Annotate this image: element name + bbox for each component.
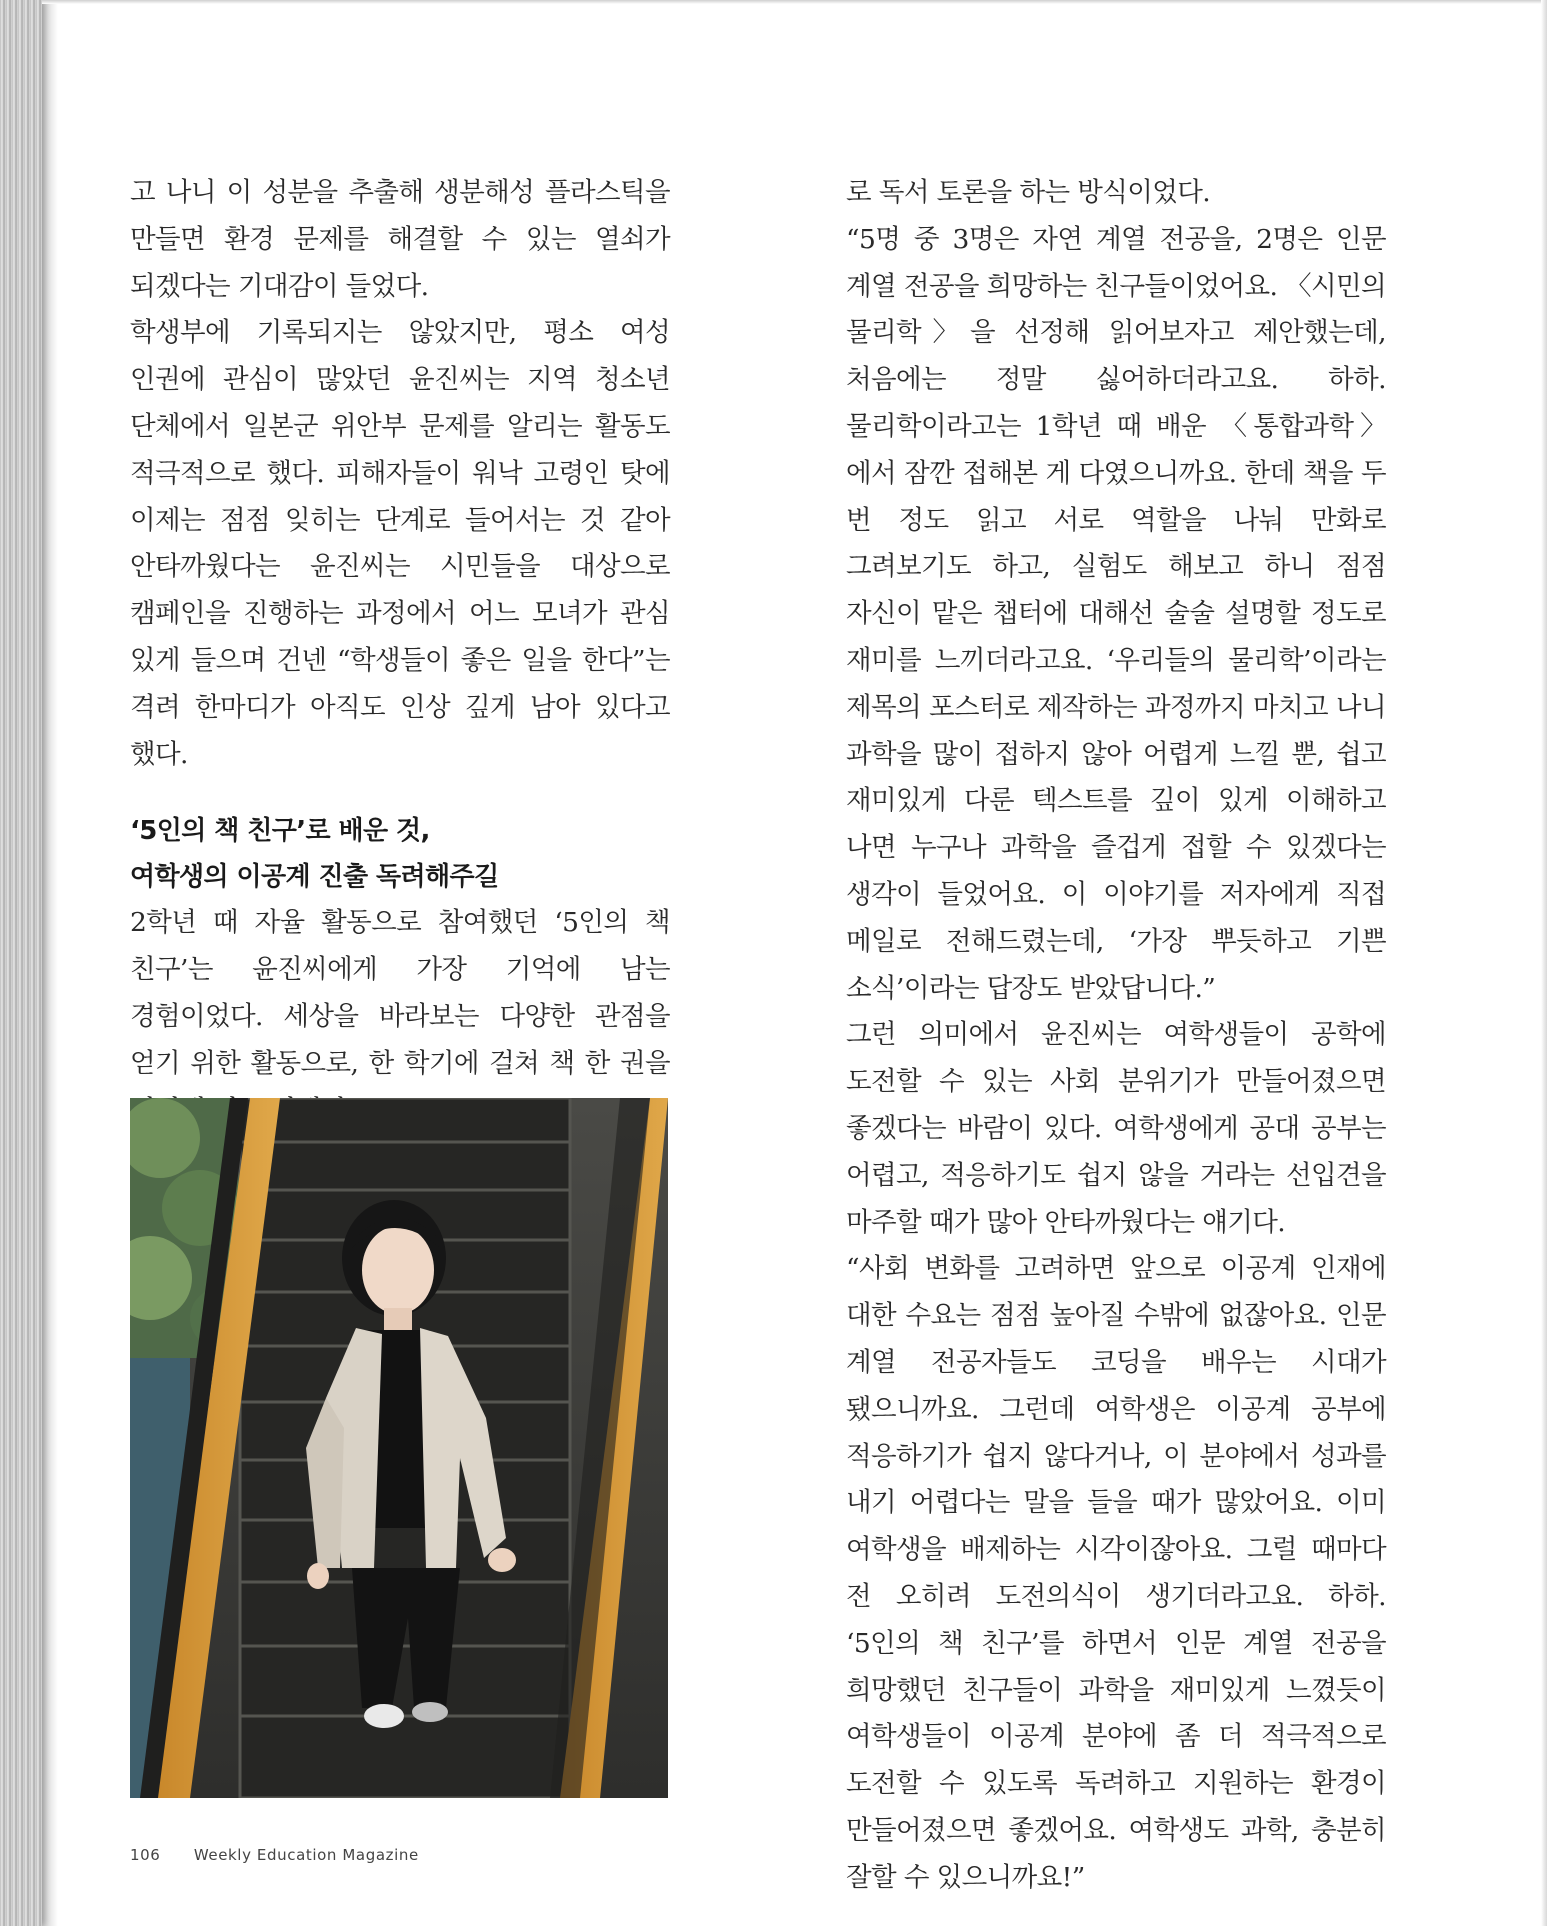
page-footer	[130, 1846, 419, 1864]
magazine-name: Weekly Education Magazine	[193, 1846, 419, 1864]
right-paragraph-4: “사회 변화를 고려하면 앞으로 이공계 인재에 대한 수요는 점점 높아질 수밖에 없잖아요. 인문 계열 전공자들도 코딩을 배우는 시대가 됐으니까요. 그런데 여학생은 이공계 공부에 적응하기가 쉽지 않다거나, 이 분야에서 성과를 내기 어렵다는 말을 들을 때가 많았어요. 이미 여학생을 배제하는 시각이잖아요. 그럴 때마다 전 오히려 도전의식이 생기더라고요. 하하. ‘5인의 책 친구’를 하면서 인문 계열 전공을 희망했던 친구들이 과학을 재미있게 느꼈듯이 여학생들이 이공계 분야에 좀 더 적극적으로 도전할 수 있도록 독려하고 지원하는 환경이 만들어졌으면 좋겠어요. 여학생도 과학, 충분히 잘할 수 있으니까요!”	[846, 1253, 1386, 1893]
left-column	[130, 170, 670, 1134]
binding-shadow	[42, 0, 58, 1926]
student-stairs-photo	[130, 1098, 668, 1798]
section-heading	[130, 808, 670, 900]
left-paragraph-2: 학생부에 기록되지는 않았지만, 평소 여성 인권에 관심이 많았던 윤진씨는 지역 청소년 단체에서 일본군 위안부 문제를 알리는 활동도 적극적으로 했다. 피해자들이 워낙 고령인 탓에 이제는 점점 잊히는 단계로 들어서는 것 같아 안타까웠다는 윤진씨는 시민들을 대상으로 캠페인을 진행하는 과정에서 어느 모녀가 관심 있게 들으며 건넨 “학생들이 좋은 일을 한다”는 격려 한마디가 아직도 인상 깊게 남아 있다고 했다.	[130, 317, 670, 770]
section-heading-line-1: ‘5인의 책 친구’로 배운 것,	[130, 816, 430, 847]
page-top-edge	[42, 0, 1547, 4]
page-number: 106	[130, 1846, 161, 1864]
section-heading-line-2: 여학생의 이공계 진출 독려해주길	[130, 862, 499, 893]
left-paragraph-3: 2학년 때 자율 활동으로 참여했던 ‘5인의 책 친구’는 윤진씨에게 가장 기억에 남는 경험이었다. 세상을 바라보는 다양한 관점을 얻기 위한 활동으로, 한 학기에 걸쳐 책 한 권을	[130, 907, 670, 1079]
right-paragraph-2: “5명 중 3명은 자연 계열 전공을, 2명은 인문 계열 전공을 희망하는 친구들이었어요. 〈시민의 물리학〉을 선정해 읽어보자고 제안했는데, 처음에는 정말 싫어하더라고요. 하하. 물리학이라고는 1학년 때 배운 〈통합과학〉에서 잠깐 접해본 게 다였으니까요. 한데 책을 두 번 정도 읽고 서로 역할을 나눠 만화로 그려보기도 하고, 실험도 해보고 하니 점점 자신이 맡은 챕터에 대해선 술술 설명할 정도로 재미를 느끼더라고요. ‘우리들의 물리학’이라는 제목의 포스터로 제작하는 과정까지 마치고 나니 과학을 많이 접하지 않아 어렵게 느낄 뿐, 쉽고 재미있게 다룬 텍스트를 깊이 있게 이해하고 나면 누구나 과학을 즐겁게 접할 수 있겠다는 생각이 들었어요. 이 이야기를 저자에게 직접 메일로 전해드렸는데, ‘가장 뿌듯하고 기쁜 소식’이라는 답장도 받았답니다.”	[846, 223, 1386, 1004]
right-paragraph-1: 로 독서 토론을 하는 방식이었다.	[846, 177, 1211, 208]
page-right-edge	[1541, 0, 1547, 1926]
right-column	[846, 170, 1386, 1901]
book-page-edges	[0, 0, 42, 1926]
right-paragraph-3: 그런 의미에서 윤진씨는 여학생들이 공학에 도전할 수 있는 사회 분위기가 만들어졌으면 좋겠다는 바람이 있다. 여학생에게 공대 공부는 어렵고, 적응하기도 쉽지 않을 거라는 선입견을 마주할 때가 많아 안타까웠다는 얘기다.	[846, 1019, 1386, 1238]
left-paragraph-1: 고 나니 이 성분을 추출해 생분해성 플라스틱을 만들면 환경 문제를 해결할 수 있는 열쇠가 되겠다는 기대감이 들었다.	[130, 177, 670, 302]
